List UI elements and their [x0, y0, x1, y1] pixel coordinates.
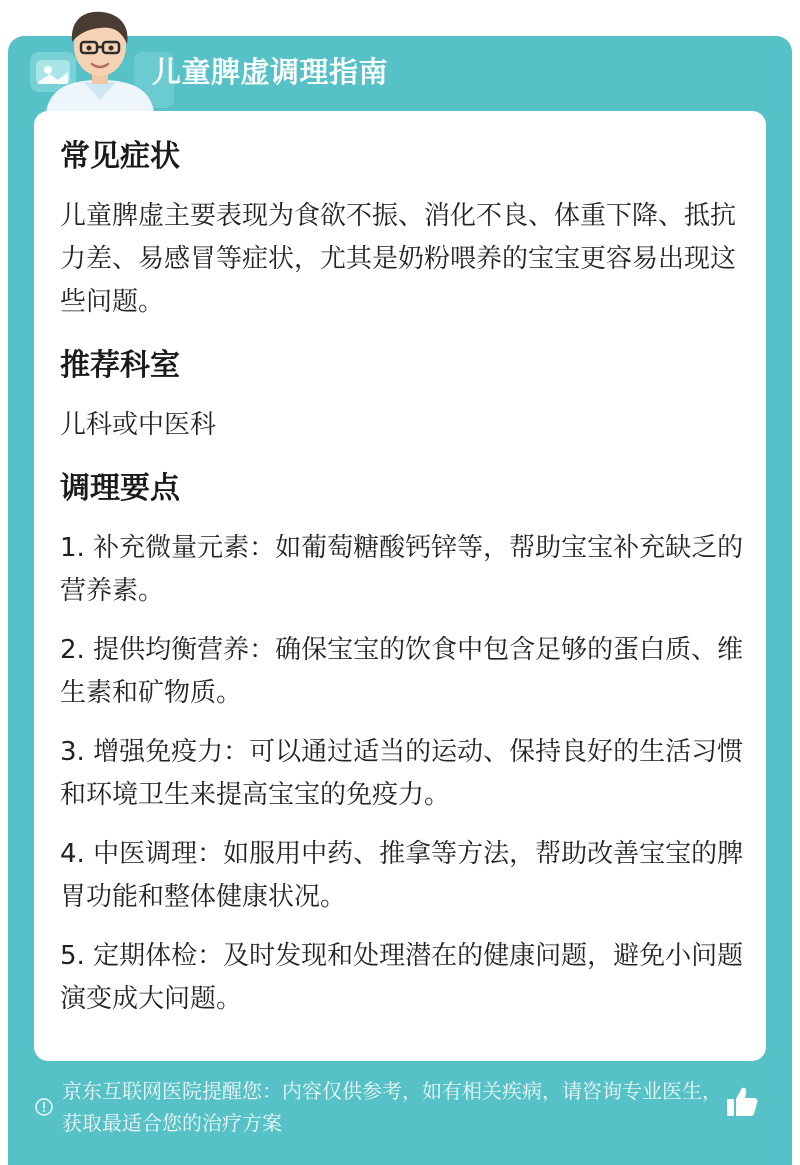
disclaimer-text: 京东互联网医院提醒您：内容仅供参考，如有相关疾病，请咨询专业医生，获取最适合您的治疗方案 [62, 1079, 722, 1135]
page-title: 儿童脾虚调理指南 [152, 55, 389, 89]
tip-item-2: 2. 提供均衡营养：确保宝宝的饮食中包含足够的蛋白质、维生素和矿物质。 [60, 635, 744, 708]
thumbs-up-icon[interactable] [724, 1084, 760, 1120]
symptoms-heading: 常见症状 [60, 139, 180, 174]
tip-item-1: 1. 补充微量元素：如葡萄糖酸钙锌等，帮助宝宝补充缺乏的营养素。 [60, 533, 744, 606]
tips-heading: 调理要点 [60, 471, 180, 506]
tip-item-4: 4. 中医调理：如服用中药、推拿等方法，帮助改善宝宝的脾胃功能和整体健康状况。 [60, 839, 744, 912]
symptoms-text: 儿童脾虚主要表现为食欲不振、消化不良、体重下降、抵抗力差、易感冒等症状，尤其是奶粉喂养的宝宝更容易出现这些问题。 [60, 201, 737, 317]
content-card [34, 111, 766, 1061]
info-icon [34, 1097, 54, 1117]
tip-item-5: 5. 定期体检：及时发现和处理潜在的健康问题，避免小问题演变成大问题。 [60, 941, 744, 1014]
department-text: 儿科或中医科 [60, 410, 217, 440]
tip-item-3: 3. 增强免疫力：可以通过适当的运动、保持良好的生活习惯和环境卫生来提高宝宝的免疫力。 [60, 737, 744, 810]
department-heading: 推荐科室 [60, 348, 180, 383]
card-content [60, 133, 744, 1037]
